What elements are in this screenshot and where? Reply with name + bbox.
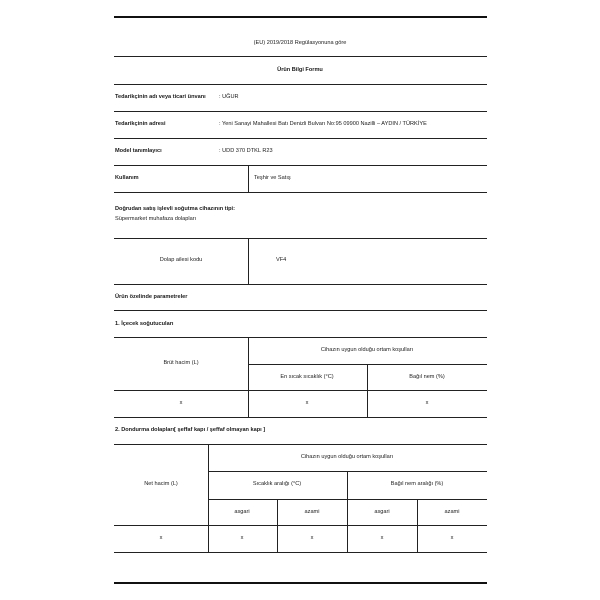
- rule: [114, 552, 487, 553]
- freezer-cell: x: [310, 535, 314, 541]
- beverage-conditions: Cihazın uygun olduğu ortam koşulları: [320, 347, 414, 353]
- divider: [417, 499, 418, 552]
- form-title: Ürün Bilgi Formu: [277, 67, 323, 73]
- divider: [277, 499, 278, 552]
- net-volume-label: Net hacim (L): [144, 481, 178, 487]
- bottom-border: [114, 582, 487, 584]
- usage-value: Teşhir ve Satış: [254, 175, 291, 181]
- top-border: [114, 16, 487, 18]
- freezer-cell: x: [159, 535, 163, 541]
- beverage-title: 1. İçecek soğutucuları: [115, 321, 174, 327]
- supplier-name-label: Tedarikçinin adı veya ticari ünvanı: [115, 94, 206, 100]
- divider: [347, 471, 348, 552]
- model-label: Model tanımlayıcı: [115, 148, 162, 154]
- supplier-address-label: Tedarikçinin adresi: [115, 121, 166, 127]
- humidity-range-label: Bağıl nem aralığı (%): [390, 481, 444, 487]
- rule: [114, 284, 487, 285]
- gross-volume-label: Brüt hacim (L): [163, 360, 199, 366]
- usage-label: Kullanım: [115, 175, 139, 181]
- rule: [114, 417, 487, 418]
- divider: [367, 364, 368, 417]
- max-label: azami: [304, 509, 320, 515]
- rule: [114, 310, 487, 311]
- temp-range-label: Sıcaklık aralığı (°C): [252, 481, 302, 487]
- params-title: Ürün özelinde parametreler: [115, 294, 188, 300]
- rule: [114, 444, 487, 445]
- family-value: VF4: [276, 257, 287, 263]
- freezer-cell: x: [450, 535, 454, 541]
- rule: [114, 165, 487, 166]
- regulation-note: (EU) 2019/2018 Regülasyonuna göre: [253, 40, 347, 46]
- min-label: asgari: [374, 509, 390, 515]
- appliance-type-value: Süpermarket muhafaza dolapları: [115, 216, 197, 222]
- divider: [248, 238, 249, 284]
- rule: [114, 390, 487, 391]
- appliance-type-label: Doğrudan satış işlevli soğutma cihazının tipi:: [115, 206, 235, 212]
- rule: [114, 337, 487, 338]
- max-temp-label: En sıcak sıcaklık (°C): [280, 374, 334, 380]
- beverage-cell: x: [179, 400, 183, 406]
- freezer-title: 2. Dondurma dolapları[ şeffaf kapı / şeffaf olmayan kapı ]: [115, 427, 266, 433]
- supplier-name-value: : UĞUR: [219, 94, 239, 100]
- humidity-label: Bağıl nem (%): [409, 374, 445, 380]
- freezer-conditions: Cihazın uygun olduğu ortam koşulları: [300, 454, 394, 460]
- rule: [114, 111, 487, 112]
- min-label: asgari: [234, 509, 250, 515]
- max-label: azami: [444, 509, 460, 515]
- divider: [248, 337, 249, 417]
- rule: [114, 238, 487, 239]
- freezer-cell: x: [240, 535, 244, 541]
- model-value: : UDD 370 DTKL R23: [219, 148, 273, 154]
- rule: [114, 192, 487, 193]
- family-label: Dolap ailesi kodu: [159, 257, 203, 263]
- divider: [208, 444, 209, 552]
- rule: [114, 138, 487, 139]
- supplier-address-value: : Yeni Sanayi Mahallesi Batı Denizli Bulvarı No:95 09900 Nazilli – AYDIN / TÜRKİYE: [219, 121, 427, 127]
- rule: [114, 525, 487, 526]
- freezer-cell: x: [380, 535, 384, 541]
- rule: [114, 56, 487, 57]
- beverage-cell: x: [305, 400, 309, 406]
- beverage-cell: x: [425, 400, 429, 406]
- divider: [248, 165, 249, 192]
- rule: [114, 84, 487, 85]
